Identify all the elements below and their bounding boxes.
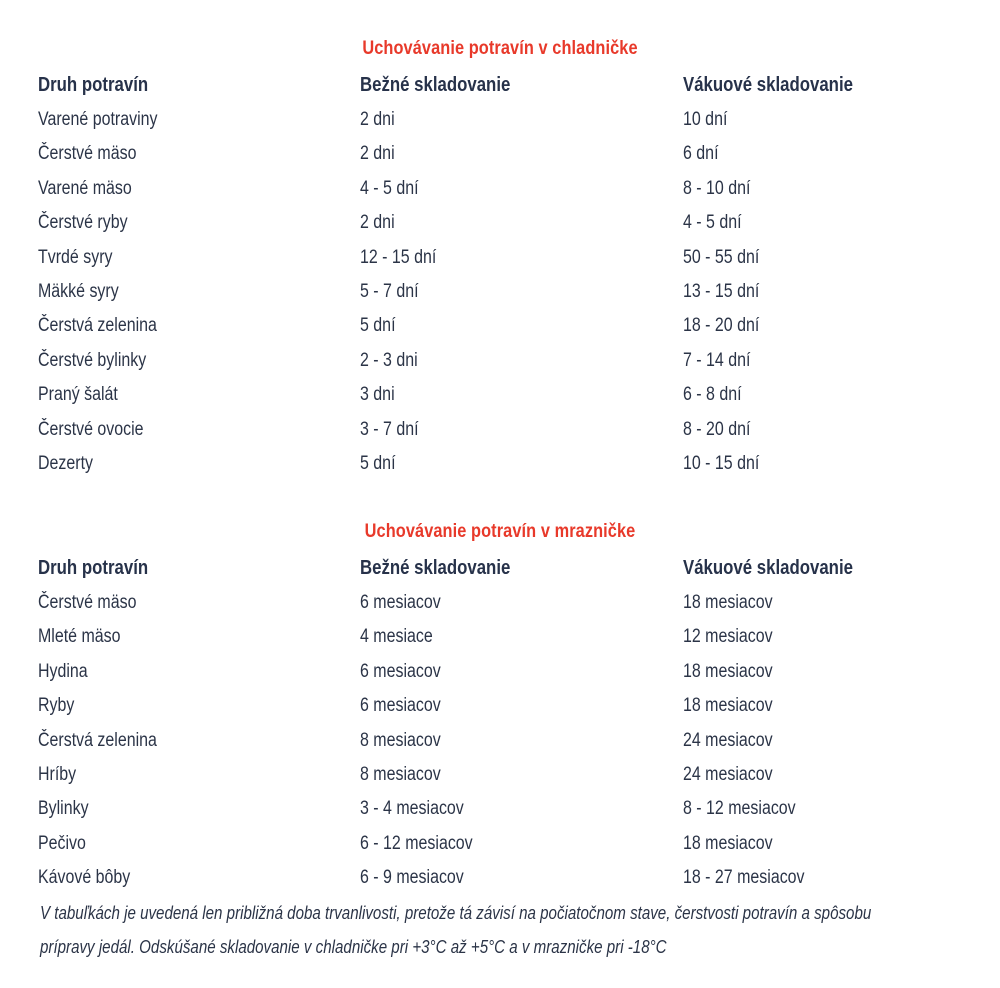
cell-vacuum-storage: 8 - 20 dní: [683, 418, 751, 440]
cell-normal-storage: 6 mesiacov: [360, 592, 441, 613]
cell-food-type: Čerstvé bylinky: [38, 349, 147, 371]
cell-food-type: Čerstvé ovocie: [38, 418, 144, 440]
cell-food-type: Bylinky: [38, 798, 89, 820]
table-row: [0, 655, 1000, 689]
cell-vacuum-storage: 50 - 55 dní: [683, 246, 760, 268]
cell-normal-storage: 5 dní: [360, 315, 396, 337]
cell-normal-storage: 2 dni: [360, 109, 395, 130]
cell-normal-storage: 5 dní: [360, 453, 396, 474]
table-row: [0, 620, 1000, 654]
cell-normal-storage: 6 mesiacov: [360, 660, 441, 682]
cell-vacuum-storage: 10 dní: [683, 109, 728, 130]
cell-normal-storage: 4 - 5 dní: [360, 177, 419, 199]
table-row: [0, 724, 1000, 758]
cell-food-type: Dezerty: [38, 453, 93, 474]
cell-food-type: Pečivo: [38, 832, 86, 854]
table-row: [0, 309, 1000, 343]
cell-food-type: Varené mäso: [38, 177, 132, 199]
cell-vacuum-storage: 8 - 10 dní: [683, 177, 751, 199]
cell-vacuum-storage: 24 mesiacov: [683, 764, 773, 785]
cell-vacuum-storage: 18 mesiacov: [683, 592, 773, 613]
cell-food-type: Čerstvá zelenina: [38, 315, 157, 337]
cell-vacuum-storage: 18 mesiacov: [683, 695, 773, 717]
table-row: [0, 241, 1000, 275]
cell-vacuum-storage: 6 - 8 dní: [683, 384, 742, 406]
cell-food-type: Praný šalát: [38, 384, 118, 406]
table-row: [0, 586, 1000, 620]
cell-normal-storage: 8 mesiacov: [360, 764, 441, 785]
cell-vacuum-storage: 7 - 14 dní: [683, 349, 751, 371]
fridge-header-vacuum-storage: Vákuové skladovanie: [683, 74, 853, 96]
cell-normal-storage: 3 - 7 dní: [360, 418, 419, 440]
cell-normal-storage: 3 - 4 mesiacov: [360, 798, 464, 820]
cell-normal-storage: 3 dni: [360, 384, 395, 406]
cell-vacuum-storage: 18 - 20 dní: [683, 315, 760, 337]
cell-food-type: Mäkké syry: [38, 281, 119, 302]
cell-vacuum-storage: 4 - 5 dní: [683, 212, 742, 234]
cell-vacuum-storage: 24 mesiacov: [683, 729, 773, 751]
cell-vacuum-storage: 13 - 15 dní: [683, 281, 760, 302]
freezer-header-vacuum-storage: Vákuové skladovanie: [683, 557, 853, 579]
cell-normal-storage: 8 mesiacov: [360, 729, 441, 751]
cell-normal-storage: 6 - 12 mesiacov: [360, 832, 473, 854]
cell-food-type: Čerstvá zelenina: [38, 729, 157, 751]
footnote: [40, 896, 964, 964]
cell-normal-storage: 2 - 3 dni: [360, 349, 418, 371]
cell-normal-storage: 5 - 7 dní: [360, 281, 419, 302]
fridge-title: Uchovávanie potravín v chladničke: [362, 38, 638, 59]
cell-food-type: Čerstvé mäso: [38, 143, 137, 165]
table-row: [0, 447, 1000, 481]
table-row: [0, 861, 1000, 895]
cell-vacuum-storage: 12 mesiacov: [683, 626, 773, 648]
cell-food-type: Varené potraviny: [38, 109, 158, 130]
table-row: [0, 378, 1000, 412]
fridge-header-normal-storage: Bežné skladovanie: [360, 74, 511, 96]
cell-vacuum-storage: 18 - 27 mesiacov: [683, 867, 805, 889]
cell-normal-storage: 12 - 15 dní: [360, 246, 437, 268]
fridge-header-row: [0, 68, 1000, 102]
freezer-header-food-type: Druh potravín: [38, 557, 149, 579]
table-row: [0, 827, 1000, 861]
cell-food-type: Tvrdé syry: [38, 246, 113, 268]
freezer-header-normal-storage: Bežné skladovanie: [360, 557, 511, 579]
cell-normal-storage: 2 dni: [360, 143, 395, 165]
freezer-title: Uchovávanie potravín v mrazničke: [364, 521, 636, 542]
table-row: [0, 206, 1000, 240]
table-row: [0, 689, 1000, 723]
cell-food-type: Mleté mäso: [38, 626, 121, 648]
cell-vacuum-storage: 8 - 12 mesiacov: [683, 798, 796, 820]
table-row: [0, 413, 1000, 447]
table-row: [0, 344, 1000, 378]
cell-vacuum-storage: 6 dní: [683, 143, 719, 165]
cell-normal-storage: 6 - 9 mesiacov: [360, 867, 464, 889]
cell-food-type: Čerstvé mäso: [38, 592, 137, 613]
cell-vacuum-storage: 18 mesiacov: [683, 832, 773, 854]
cell-vacuum-storage: 18 mesiacov: [683, 660, 773, 682]
cell-vacuum-storage: 10 - 15 dní: [683, 453, 760, 474]
footnote-line-1: V tabuľkách je uvedená len približná doba trvanlivosti, pretože tá závisí na počiatočnom stave, čerstvosti potravín a spôsobu: [40, 903, 872, 923]
cell-normal-storage: 6 mesiacov: [360, 695, 441, 717]
cell-food-type: Hydina: [38, 660, 88, 682]
table-row: [0, 137, 1000, 171]
freezer-header-row: [0, 551, 1000, 585]
table-row: [0, 758, 1000, 792]
table-row: [0, 275, 1000, 309]
fridge-header-food-type: Druh potravín: [38, 74, 149, 96]
footnote-line-2: prípravy jedál. Odskúšané skladovanie v chladničke pri +3°C až +5°C a v mrazničke pri -18°C: [40, 937, 667, 957]
cell-food-type: Hríby: [38, 764, 77, 785]
table-row: [0, 792, 1000, 826]
table-row: [0, 172, 1000, 206]
cell-normal-storage: 4 mesiace: [360, 626, 433, 648]
table-row: [0, 103, 1000, 137]
cell-normal-storage: 2 dni: [360, 212, 395, 234]
cell-food-type: Ryby: [38, 695, 75, 717]
cell-food-type: Kávové bôby: [38, 867, 131, 889]
cell-food-type: Čerstvé ryby: [38, 212, 128, 234]
